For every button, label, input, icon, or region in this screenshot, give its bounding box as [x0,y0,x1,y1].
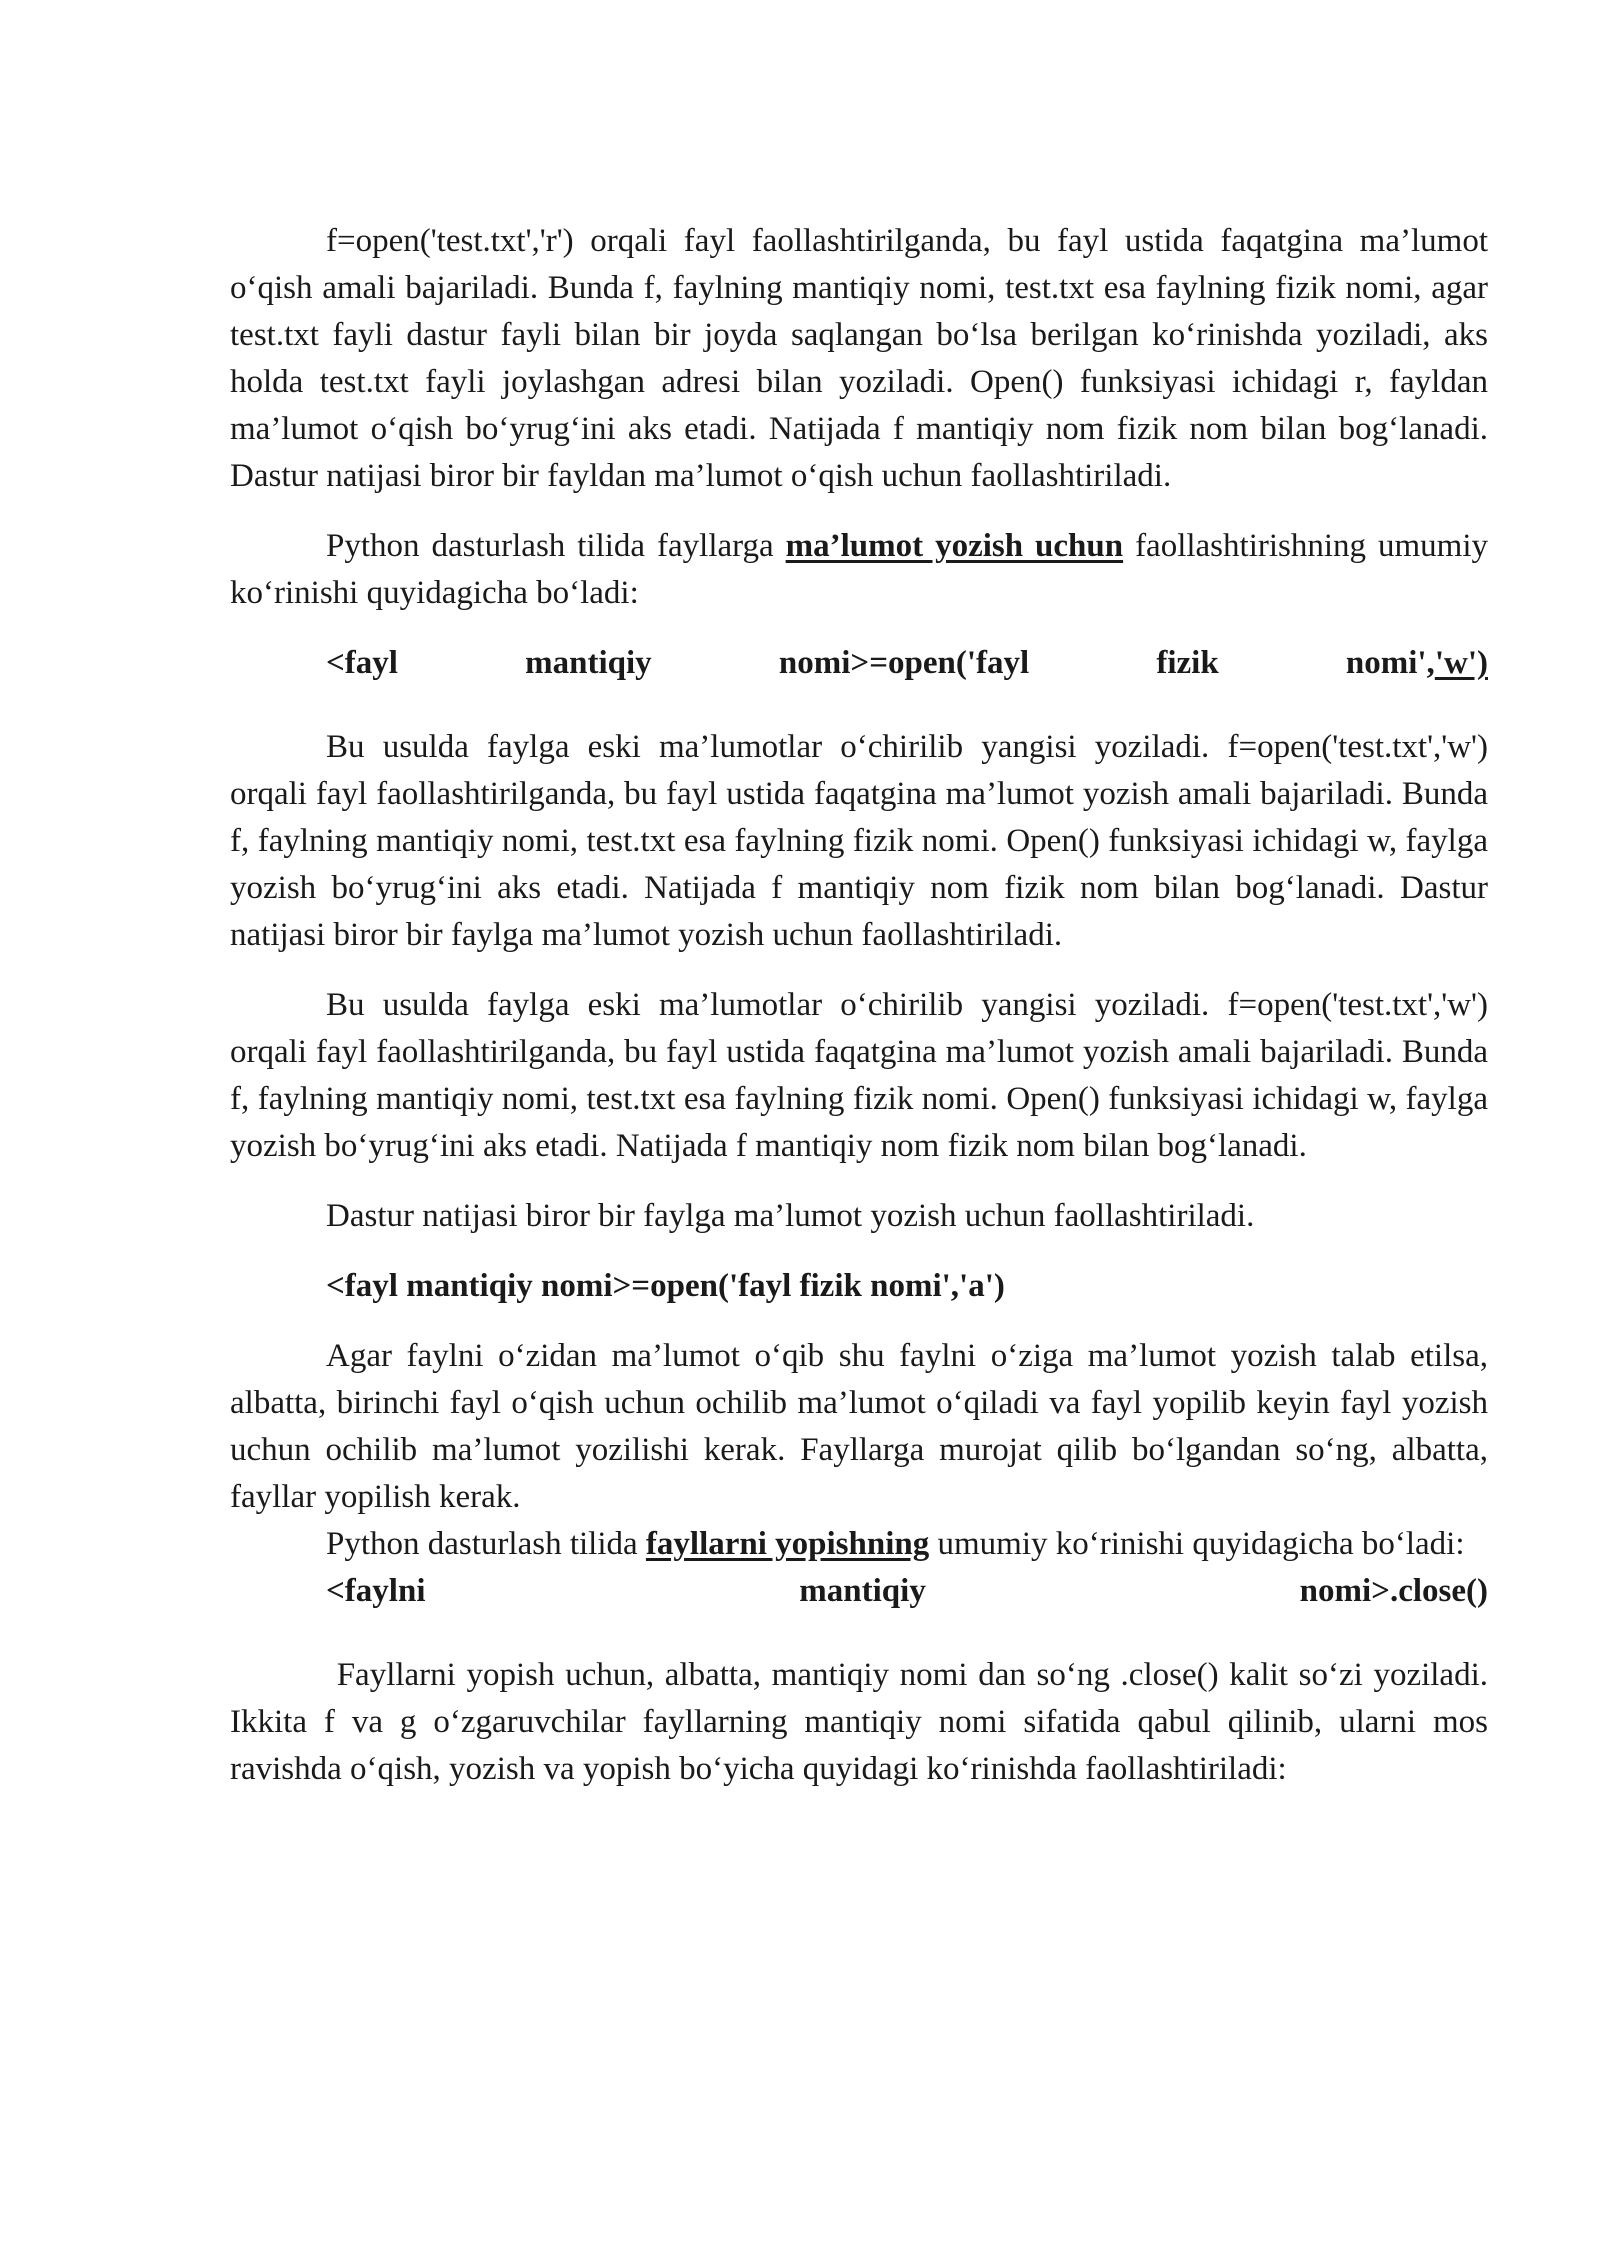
code-open-append: <fayl mantiqiy nomi>=open('fayl fizik nomi','a') [326,1268,1005,1304]
text: Python dasturlash tilida fayllarga [326,528,786,564]
paragraph-write-mode: Bu usulda faylga eski ma’lumotlar o‘chirilib yangisi yoziladi. f=open('test.txt','w') orqali fayl faollashtirilganda, bu fayl ustida faqatgina ma’lumot yozish amali bajariladi. Bunda f, faylning mantiqiy nomi, test.txt esa faylning fizik nomi. Open() funksiyasi ichidagi w, faylga yozish bo‘yrug‘ini aks etadi. Natijada f mantiqiy nom fizik nom bilan bog‘lanadi. Dastur natijasi biror bir faylga ma’lumot yozish uchun faollashtiriladi. [230,729,1488,953]
text: faollashtirishning umumiy ko‘rinishi quyidagicha bo‘ladi: [230,528,1488,611]
code-token-underlined: 'w') [1434,645,1488,681]
paragraph-write-intro [230,523,1488,617]
paragraph-result: Dastur natijasi biror bir faylga ma’lumot yozish uchun faollashtiriladi. [326,1198,1255,1234]
code-token [1346,640,1488,687]
code-token: nomi>.close() [1299,1573,1488,1609]
code-token: <fayl [326,645,398,681]
code-token: <faylni [326,1573,426,1609]
code-token: mantiqiy [799,1573,926,1609]
text: umumiy ko‘rinishi quyidagicha bo‘ladi: [929,1526,1465,1562]
paragraph-read-mode: f=open('test.txt','r') orqali fayl faollashtirilganda, bu fayl ustida faqatgina ma’lumot o‘qish amali bajariladi. Bunda f, faylning mantiqiy nomi, test.txt esa faylning fizik nomi, agar test.txt fayli dastur fayli bilan bir joyda saqlangan bo‘lsa berilgan ko‘rinishda yoziladi, aks holda test.txt fayli joylashgan adresi bilan yoziladi. Open() funksiyasi ichidagi r, fayldan ma’lumot o‘qish bo‘yrug‘ini aks etadi. Natijada f mantiqiy nom fizik nom bilan bog‘lanadi. Dastur natijasi biror bir fayldan ma’lumot o‘qish uchun faollashtiriladi. [230,223,1488,494]
code-token: fizik [1156,645,1219,681]
paragraph-close-explanation: Fayllarni yopish uchun, albatta, mantiqiy nomi dan so‘ng .close() kalit so‘zi yoziladi. Ikkita f va g o‘zgaruvchilar fayllarning mantiqiy nomi sifatida qabul qilinib, ularni mos ravishda o‘qish, yozish va yopish bo‘yicha quyidagi ko‘rinishda faollashtiriladi: [230,1657,1497,1787]
paragraph-write-mode-repeat: Bu usulda faylga eski ma’lumotlar o‘chirilib yangisi yoziladi. f=open('test.txt','w') orqali fayl faollashtirilganda, bu fayl ustida faqatgina ma’lumot yozish amali bajariladi. Bunda f, faylning mantiqiy nomi, test.txt esa faylning fizik nomi. Open() funksiyasi ichidagi w, faylga yozish bo‘yrug‘ini aks etadi. Natijada f mantiqiy nom fizik nom bilan bog‘lanadi. [230,987,1488,1164]
text: Python dasturlash tilida [326,1526,646,1562]
code-token-prefix: nomi', [1345,645,1435,681]
code-open-write [230,640,1488,687]
underlined-term: ma’lumot yozish uchun [785,528,1124,564]
code-token: nomi>=open('fayl [778,645,1030,681]
paragraph-read-write: Agar faylni o‘zidan ma’lumot o‘qib shu faylni o‘ziga ma’lumot yozish talab etilsa, albatta, birinchi fayl o‘qish uchun ochilib ma’lumot o‘qiladi va fayl yopilib keyin fayl yozish uchun ochilib ma’lumot yozilishi kerak. Fayllarga murojat qilib bo‘lgandan so‘ng, albatta, fayllar yopilish kerak. [230,1338,1488,1515]
document-page [230,218,1497,1816]
paragraph-close-intro [230,1521,1488,1568]
code-close [230,1568,1488,1615]
code-token: mantiqiy [525,645,652,681]
underlined-term: fayllarni yopishning [645,1526,930,1562]
